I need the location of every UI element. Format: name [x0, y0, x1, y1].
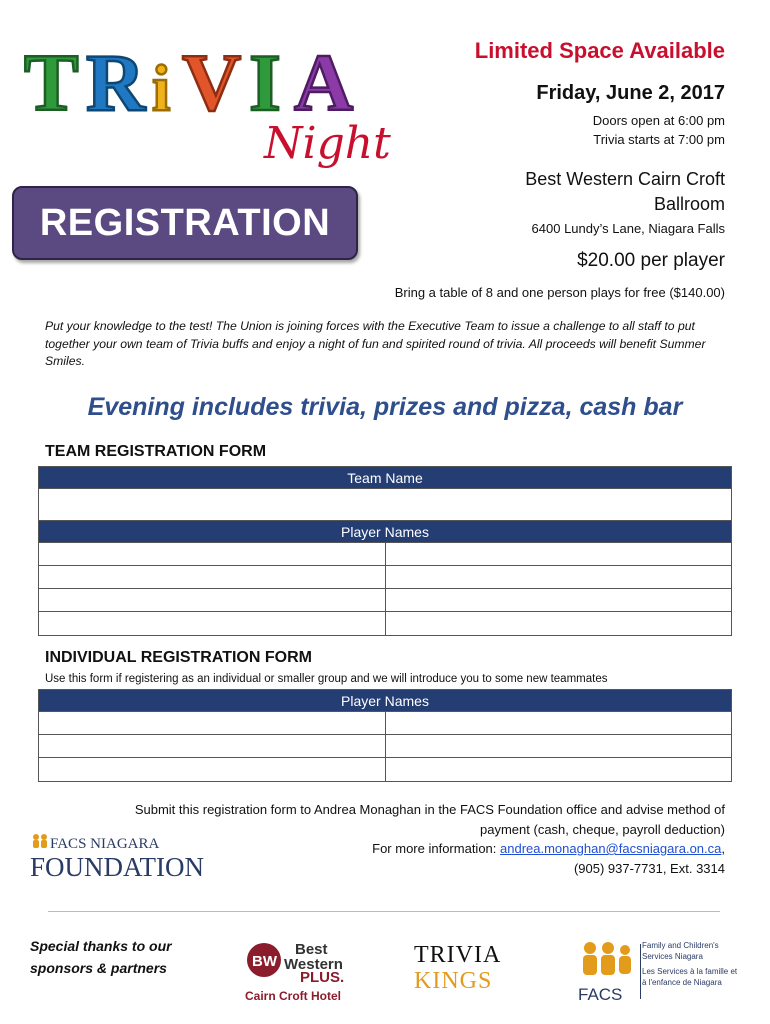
- trivia-kings-line-2: KINGS: [414, 968, 493, 994]
- event-info: [365, 38, 725, 272]
- bw-caption: Cairn Croft Hotel: [245, 989, 341, 1003]
- player-cell[interactable]: [385, 566, 732, 588]
- player-cell[interactable]: [385, 589, 732, 611]
- footer-divider: [48, 911, 720, 912]
- player-cell[interactable]: [39, 758, 385, 781]
- contact-email-link[interactable]: andrea.monaghan@facsniagara.on.ca: [500, 841, 722, 856]
- svg-text:Best: Best: [295, 941, 328, 958]
- limited-space-text: Limited Space Available: [474, 38, 725, 63]
- player-cell[interactable]: [385, 543, 732, 565]
- player-cell[interactable]: [39, 712, 385, 734]
- info-line: For more information: andrea.monaghan@facsniagara.on.ca,: [372, 841, 725, 856]
- team-name-cell[interactable]: [39, 489, 731, 521]
- player-cell[interactable]: [385, 612, 732, 635]
- player-cell[interactable]: [39, 612, 385, 635]
- sponsors-thanks: Special thanks to our sponsors & partners: [30, 938, 172, 976]
- people-icon: [33, 834, 47, 848]
- table-row: [39, 735, 731, 758]
- trivia-start: Trivia starts at 7:00 pm: [593, 132, 725, 147]
- facs-foundation-logo: [30, 832, 230, 880]
- submit-line-1: Submit this registration form to Andrea Monaghan in the FACS Foundation office and advise method of: [134, 802, 725, 817]
- table-row: [39, 543, 731, 566]
- facs-divider: [640, 944, 641, 999]
- svg-text:R: R: [86, 37, 146, 128]
- table-offer: Bring a table of 8 and one person plays for free ($140.00): [394, 285, 725, 300]
- intro-paragraph: Put your knowledge to the test! The Union is joining forces with the Executive Team to issue a challenge to all staff to put together your own team of Trivia buffs and enjoy a night of fun and spirited round of trivia. All proceeds will benefit Summer Smiles.: [45, 319, 706, 368]
- venue-line-2: Ballroom: [653, 194, 725, 214]
- facs-french: Les Services à la famille et à l'enfance de Niagara: [642, 967, 738, 987]
- player-cell[interactable]: [39, 543, 385, 565]
- svg-text:I: I: [249, 37, 281, 128]
- trivia-kings-line-1: TRIVIA: [414, 942, 502, 968]
- evening-heading: Evening includes trivia, prizes and pizza, cash bar: [87, 393, 683, 421]
- individual-registration-table: [38, 689, 732, 782]
- player-names-header: Player Names: [39, 521, 731, 543]
- facs-english: Family and Children's Services Niagara: [642, 941, 719, 961]
- player-names-header: Player Names: [39, 690, 731, 712]
- table-row: [39, 589, 731, 612]
- submit-line-2: payment (cash, cheque, payroll deduction): [480, 821, 725, 837]
- team-name-header: Team Name: [39, 467, 731, 489]
- contact-phone: (905) 937-7731, Ext. 3314: [573, 860, 725, 876]
- event-date: Friday, June 2, 2017: [536, 82, 725, 104]
- venue-line-1: Best Western Cairn Croft: [525, 169, 725, 189]
- individual-form-title: INDIVIDUAL REGISTRATION FORM: [45, 649, 312, 666]
- player-cell[interactable]: [385, 735, 732, 757]
- svg-text:Western: Western: [284, 956, 343, 973]
- registration-badge: REGISTRATION: [12, 186, 358, 260]
- svg-text:T: T: [24, 37, 79, 128]
- venue-address: 6400 Lundy’s Lane, Niagara Falls: [531, 221, 725, 236]
- player-cell[interactable]: [385, 758, 732, 781]
- svg-text:V: V: [182, 37, 242, 128]
- team-registration-table: [38, 466, 732, 636]
- svg-text:FOUNDATION: FOUNDATION: [30, 852, 204, 880]
- doors-open: Doors open at 6:00 pm: [592, 113, 725, 128]
- trivia-night-logo: [24, 30, 424, 180]
- team-form-title: TEAM REGISTRATION FORM: [45, 443, 267, 460]
- svg-text:i: i: [152, 52, 171, 125]
- facs-name: FACS: [578, 985, 623, 1004]
- table-row: [39, 758, 731, 781]
- bw-plus-text: PLUS.: [300, 969, 345, 986]
- table-row: [39, 612, 731, 635]
- player-cell[interactable]: [39, 589, 385, 611]
- player-cell[interactable]: [385, 712, 732, 734]
- svg-text:FACS NIAGARA: FACS NIAGARA: [50, 836, 160, 852]
- table-row: [39, 712, 731, 735]
- price: $20.00 per player: [577, 250, 725, 271]
- player-cell[interactable]: [39, 566, 385, 588]
- individual-form-note: Use this form if registering as an individual or smaller group and we will introduce you to some new teammates: [45, 673, 608, 685]
- player-cell[interactable]: [39, 735, 385, 757]
- facs-description: [642, 940, 742, 988]
- svg-text:BW: BW: [252, 953, 277, 970]
- night-word: Night: [264, 118, 391, 169]
- info-label: For more information:: [372, 841, 497, 856]
- table-row: [39, 566, 731, 589]
- svg-text:A: A: [294, 37, 354, 128]
